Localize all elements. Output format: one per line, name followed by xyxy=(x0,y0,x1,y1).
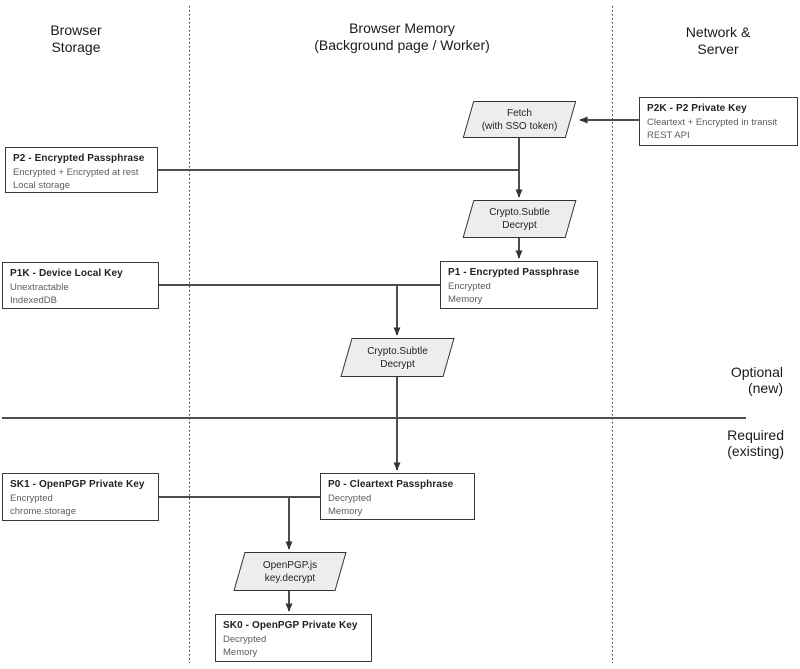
node-detail: chrome.storage xyxy=(10,506,77,517)
zone-label-optional xyxy=(663,364,783,396)
process-label xyxy=(462,107,577,133)
node-title: P2 - Encrypted Passphrase xyxy=(13,153,145,164)
node-detail: Memory xyxy=(223,647,258,658)
node-detail: Encrypted xyxy=(10,493,53,504)
node-detail: Local storage xyxy=(13,180,71,191)
zone-label-line: Required xyxy=(727,427,784,443)
node-title: P2K - P2 Private Key xyxy=(647,103,747,114)
node-detail: Decrypted xyxy=(328,493,372,504)
process-label-line: OpenPGP.js xyxy=(262,559,318,571)
node-detail: IndexedDB xyxy=(10,295,58,306)
column-header-browser-storage xyxy=(0,22,152,56)
process-label-line: Decrypt xyxy=(380,358,415,370)
node-p1-encrypted-passphrase xyxy=(440,261,598,309)
node-detail: Unextractable xyxy=(10,282,69,293)
node-title: P1 - Encrypted Passphrase xyxy=(448,267,580,278)
column-header-line: (Background page / Worker) xyxy=(314,37,490,53)
zone-label-line: (existing) xyxy=(727,443,784,459)
node-sk1-openpgp-private-key xyxy=(2,473,159,521)
column-header-line: Network & xyxy=(685,24,751,40)
node-detail: Memory xyxy=(328,506,363,517)
column-header-line: Storage xyxy=(51,39,101,55)
node-title: P1K - Device Local Key xyxy=(10,268,123,279)
process-label-line: (with SSO token) xyxy=(481,120,558,132)
node-detail: REST API xyxy=(647,130,690,141)
node-p2k-private-key xyxy=(639,97,798,146)
process-label-line: Fetch xyxy=(506,107,532,119)
column-header-browser-memory xyxy=(252,20,552,54)
node-sk0-openpgp-private-key xyxy=(215,614,372,662)
column-header-line: Browser Memory xyxy=(349,20,455,36)
node-title: P0 - Cleartext Passphrase xyxy=(328,479,454,490)
process-label xyxy=(462,206,577,232)
process-label-line: key.decrypt xyxy=(264,572,316,584)
zone-label-line: Optional xyxy=(730,364,783,380)
zone-label-required xyxy=(664,427,784,459)
process-openpgp-key-decrypt xyxy=(233,552,347,591)
process-label xyxy=(233,559,347,585)
process-label-line: Crypto.Subtle xyxy=(367,345,428,357)
node-detail: Decrypted xyxy=(223,634,267,645)
node-title: SK0 - OpenPGP Private Key xyxy=(223,620,358,631)
column-header-line: Browser xyxy=(50,22,102,38)
column-header-line: Server xyxy=(697,41,739,57)
zone-label-line: (new) xyxy=(747,380,783,396)
node-p0-cleartext-passphrase xyxy=(320,473,475,520)
process-cryptosubtle-decrypt-1 xyxy=(462,200,577,238)
column-header-network-server xyxy=(618,24,800,58)
process-cryptosubtle-decrypt-2 xyxy=(340,338,455,377)
process-label xyxy=(340,345,455,371)
node-title: SK1 - OpenPGP Private Key xyxy=(10,479,145,490)
node-p1k-device-local-key xyxy=(2,262,159,309)
node-detail: Encrypted + Encrypted at rest xyxy=(13,167,139,178)
node-p2-encrypted-passphrase xyxy=(5,147,158,193)
node-detail: Cleartext + Encrypted in transit xyxy=(647,117,778,128)
node-detail: Memory xyxy=(448,294,483,305)
process-label-line: Crypto.Subtle xyxy=(489,207,550,218)
process-fetch-sso xyxy=(462,101,577,138)
node-detail: Encrypted xyxy=(448,281,491,292)
process-label-line: Decrypt xyxy=(502,220,537,231)
